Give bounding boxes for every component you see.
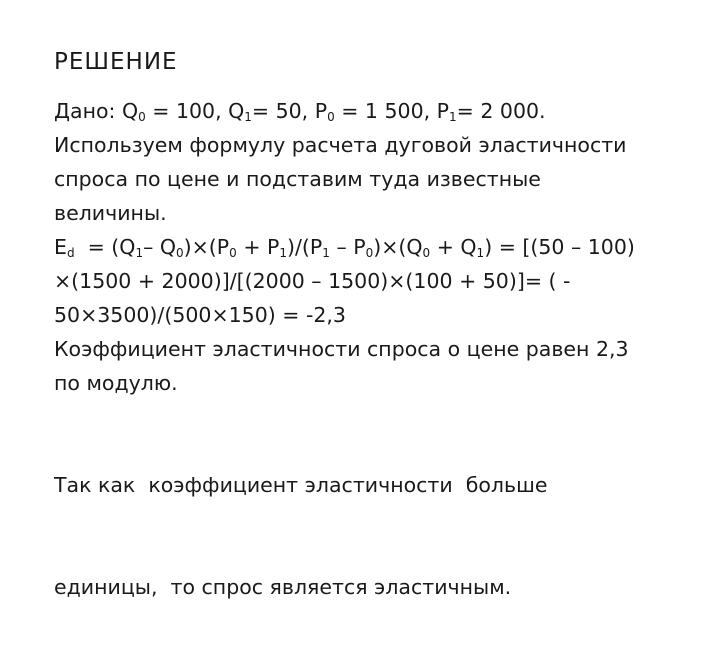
formula-text: )/(P [287, 235, 323, 259]
formula-text: )×(Q [373, 235, 423, 259]
formula-text: = (Q [74, 235, 136, 259]
formula-text: + Q [430, 235, 477, 259]
subscript: 0 [422, 246, 431, 260]
formula-line: 50×3500)/(500×150) = -2,3 [54, 303, 346, 327]
formula-line [54, 230, 694, 264]
paragraph-line: Коэффициент эластичности спроса о цене равен 2,3 [54, 337, 629, 361]
subscript: 1 [279, 246, 288, 260]
formula-text: + P [236, 235, 280, 259]
formula-text: E [54, 235, 67, 259]
given-text: = 50, P [251, 99, 328, 123]
paragraph-line: величины. [54, 201, 167, 225]
paragraph-line: Используем формулу расчета дуговой эластичности [54, 133, 627, 157]
subscript: 0 [138, 110, 146, 124]
formula-text: – P [329, 235, 366, 259]
formula-text: )×(P [183, 235, 230, 259]
slide-content [54, 44, 694, 672]
subscript: 0 [175, 246, 184, 260]
formula-text: ) = [(50 – 100) [484, 235, 635, 259]
formula-line: ×(1500 + 2000)]/[(2000 – 1500)×(100 + 50)]= ( - [54, 269, 571, 293]
subscript: 0 [229, 246, 237, 260]
subscript: 0 [365, 246, 374, 260]
given-text: = 1 500, P [334, 99, 450, 123]
slide-title: РЕШЕНИЕ [54, 49, 178, 75]
paragraph-line: спроса по цене и подставим туда известные [54, 167, 541, 191]
subscript: 1 [322, 246, 330, 260]
subscript: 0 [327, 110, 335, 124]
subscript: 1 [135, 246, 144, 260]
subscript: 1 [476, 246, 485, 260]
elasticity-formula [54, 230, 694, 332]
paragraph-line: Так как коэффициент эластичности больше [54, 473, 548, 497]
formula-text: – Q [143, 235, 176, 259]
given-text: = 2 000. [456, 99, 546, 123]
subscript: d [66, 246, 75, 260]
paragraph-line: по модулю. [54, 371, 178, 395]
given-text: = 100, Q [145, 99, 245, 123]
subscript: 1 [244, 110, 252, 124]
formula-intro [54, 128, 694, 230]
given-text: Дано: Q [54, 99, 139, 123]
given-values [54, 94, 694, 128]
subscript: 1 [449, 110, 457, 124]
given-line [54, 94, 694, 128]
coefficient-statement [54, 332, 694, 400]
paragraph-line: единицы, то спрос является эластичным. [54, 575, 512, 599]
conclusion-statement [54, 400, 694, 672]
